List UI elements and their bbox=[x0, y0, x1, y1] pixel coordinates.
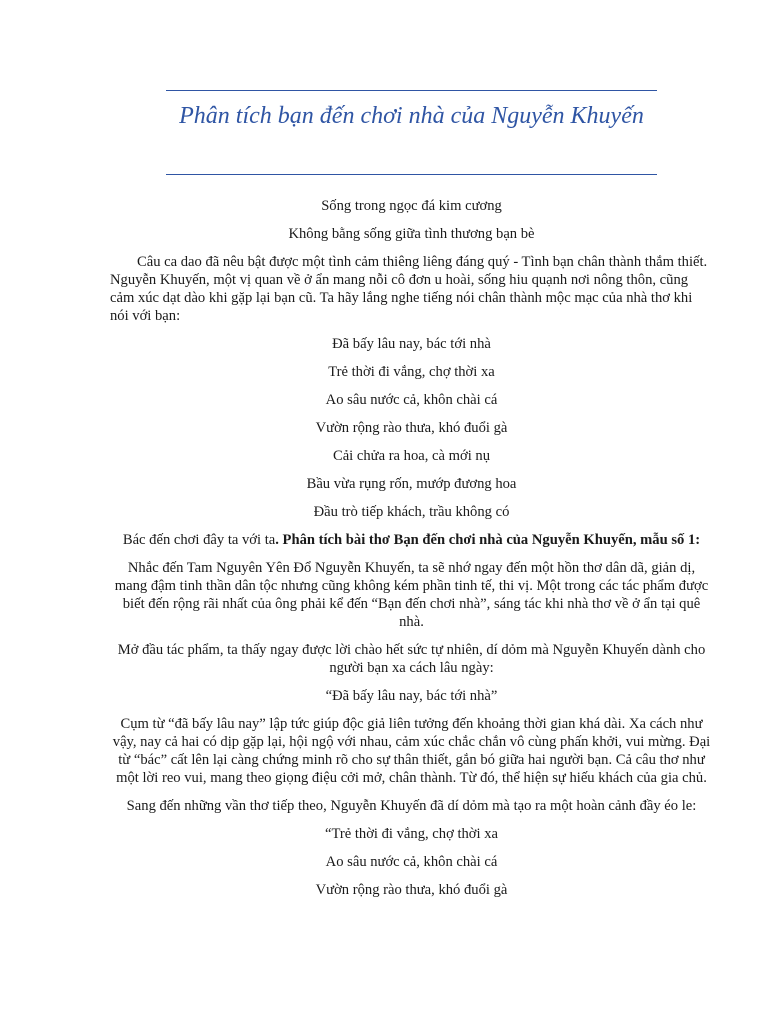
quoted-verse: “Trẻ thời đi vắng, chợ thời xa bbox=[325, 826, 498, 842]
verse-line: Đã bấy lâu nay, bác tới nhà bbox=[332, 336, 491, 352]
body-paragraph: Sang đến những vần thơ tiếp theo, Nguyễn Khuyến đã dí dỏm mà tạo ra một hoàn cảnh đầy éo le: bbox=[126, 798, 697, 814]
body-paragraph: Câu ca dao đã nêu bật được một tình cảm thiêng liêng đáng quý - Tình bạn chân thành thắm thiết. Nguyễn Khuyến, một vị quan về ở ẩn mang nỗi cô đơn u hoài, sống hiu quạnh nơi nông thôn, cũng cảm xúc dạt dào khi gặp lại bạn cũ. Ta hãy lắng nghe tiếng nói chân thành mộc mạc của nhà thơ khi nói với bạn: bbox=[110, 254, 708, 324]
title-block bbox=[166, 90, 657, 175]
body-paragraph: Cụm từ “đã bấy lâu nay” lập tức giúp độc giả liên tưởng đến khoảng thời gian khá dài. Xa cách như vậy, nay cả hai có dịp gặp lại, hội ngộ với nhau, cảm xúc chắc chắn vô cùng phấn khởi, vui mừng. Đại từ “bác” cất lên lại càng chứng minh rõ cho sự thân thiết, gắn bó giữa hai người bạn. Cả câu thơ như một lời reo vui, mang theo giọng điệu cởi mở, chân thành. Từ đó, thể hiện sự hiếu khách của gia chủ. bbox=[112, 716, 711, 786]
quoted-verse: “Đã bấy lâu nay, bác tới nhà” bbox=[325, 688, 498, 704]
verse-line: Sống trong ngọc đá kim cương bbox=[321, 198, 502, 214]
section-heading: . Phân tích bài thơ Bạn đến chơi nhà của Nguyễn Khuyến, mẫu số 1: bbox=[275, 532, 701, 548]
body-paragraph: Nhắc đến Tam Nguyên Yên Đổ Nguyễn Khuyến, ta sẽ nhớ ngay đến một hồn thơ dân dã, giản dị, mang đậm tinh thần dân tộc nhưng cũng không kém phần tinh tế, thi vị. Một trong các tác phẩm được biết đến rộng rãi nhất của ông phải kể đến “Bạn đến chơi nhà”, sáng tác khi nhà thơ về ở ẩn tại quê nhà. bbox=[114, 560, 709, 630]
verse-line-text: Bác đến chơi đây ta với ta bbox=[122, 532, 276, 548]
document-title: Phân tích bạn đến chơi nhà của Nguyễn Khuyến bbox=[179, 103, 644, 129]
verse-line: Vườn rộng rào thưa, khó đuổi gà bbox=[315, 420, 508, 436]
section-heading-line bbox=[110, 531, 713, 549]
verse-line: Cải chửa ra hoa, cà mới nụ bbox=[332, 448, 491, 464]
document-body bbox=[110, 197, 713, 909]
verse-line: Bầu vừa rụng rốn, mướp đương hoa bbox=[306, 476, 517, 492]
verse-line: Ao sâu nước cả, khôn chài cá bbox=[325, 392, 498, 408]
quoted-verse: Ao sâu nước cả, khôn chài cá bbox=[325, 854, 498, 870]
quoted-verse: Vườn rộng rào thưa, khó đuổi gà bbox=[315, 882, 508, 898]
verse-line: Không bằng sống giữa tình thương bạn bè bbox=[288, 226, 535, 242]
verse-line: Trẻ thời đi vắng, chợ thời xa bbox=[328, 364, 495, 380]
verse-line: Đầu trò tiếp khách, trầu không có bbox=[313, 504, 510, 520]
body-paragraph: Mở đầu tác phẩm, ta thấy ngay được lời chào hết sức tự nhiên, dí dỏm mà Nguyễn Khuyến dành cho người bạn xa cách lâu ngày: bbox=[117, 642, 706, 676]
